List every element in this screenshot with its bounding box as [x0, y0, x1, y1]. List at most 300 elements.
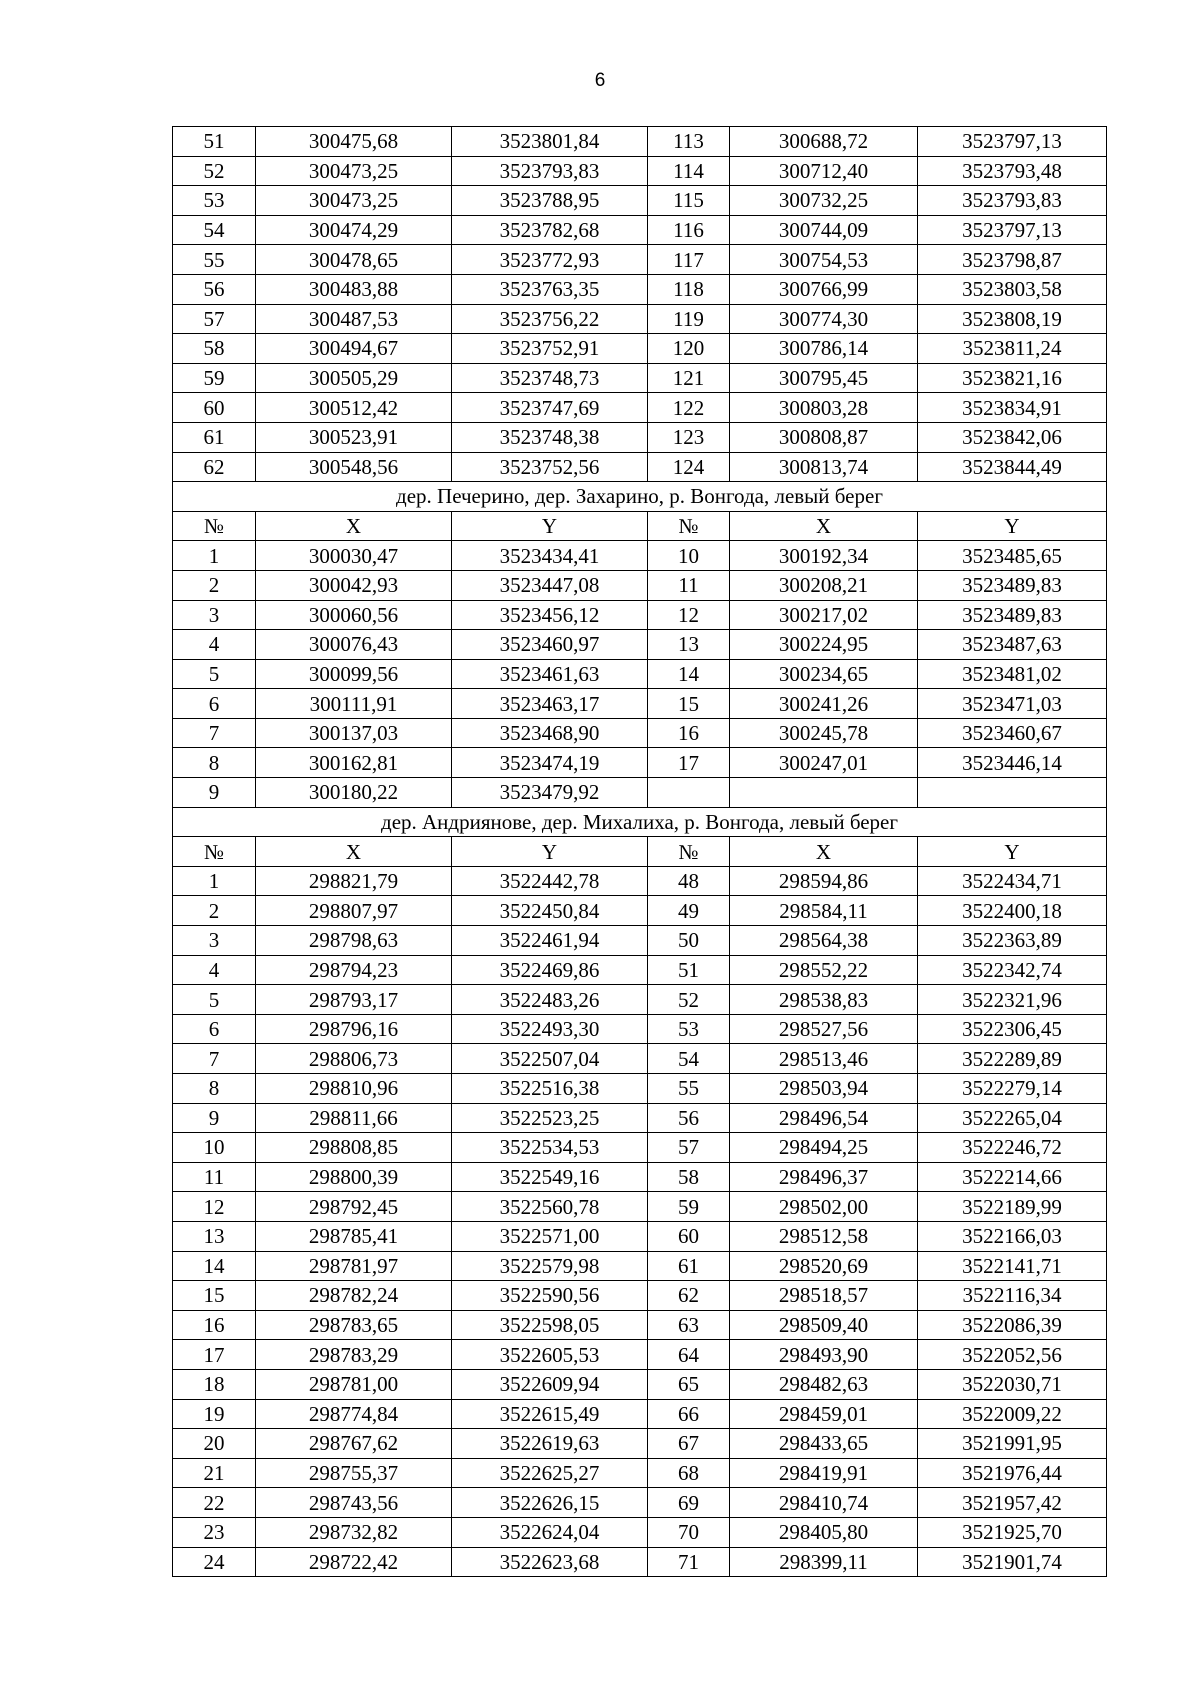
point-number-cell: 55: [173, 245, 256, 275]
x-coordinate-cell: 300523,91: [256, 422, 452, 452]
table-row: [173, 1281, 1107, 1311]
table-row: [173, 1251, 1107, 1281]
point-number-cell: 9: [173, 778, 256, 808]
y-coordinate-cell: 3523808,19: [918, 304, 1107, 334]
y-coordinate-cell: 3523479,92: [452, 778, 648, 808]
x-coordinate-cell: 300060,56: [256, 600, 452, 630]
y-coordinate-cell: 3523434,41: [452, 541, 648, 571]
point-number-cell: 67: [648, 1429, 730, 1459]
table-row: [173, 1044, 1107, 1074]
x-coordinate-cell: 298767,62: [256, 1429, 452, 1459]
point-number-cell: 69: [648, 1488, 730, 1518]
header-y-coordinate-cell: Y: [452, 511, 648, 541]
table-row: [173, 1221, 1107, 1251]
point-number-cell: 8: [173, 748, 256, 778]
point-number-cell: 15: [173, 1281, 256, 1311]
y-coordinate-cell: 3522442,78: [452, 866, 648, 896]
x-coordinate-cell: 300744,09: [730, 215, 918, 245]
point-number-cell: 13: [648, 630, 730, 660]
y-coordinate-cell: 3523460,67: [918, 718, 1107, 748]
y-coordinate-cell: 3522289,89: [918, 1044, 1107, 1074]
y-coordinate-cell: 3521991,95: [918, 1429, 1107, 1459]
x-coordinate-cell: 298512,58: [730, 1221, 918, 1251]
y-coordinate-cell: 3522534,53: [452, 1133, 648, 1163]
table-row: [173, 1310, 1107, 1340]
x-coordinate-cell: 298781,97: [256, 1251, 452, 1281]
table-row: [173, 659, 1107, 689]
x-coordinate-cell: 300483,88: [256, 274, 452, 304]
x-coordinate-cell: 298743,56: [256, 1488, 452, 1518]
y-coordinate-cell: 3523752,56: [452, 452, 648, 482]
y-coordinate-cell: 3522116,34: [918, 1281, 1107, 1311]
x-coordinate-cell: 300192,34: [730, 541, 918, 571]
y-coordinate-cell: 3522321,96: [918, 985, 1107, 1015]
x-coordinate-cell: 300217,02: [730, 600, 918, 630]
point-number-cell: 52: [173, 156, 256, 186]
table-row: [173, 1192, 1107, 1222]
point-number-cell: 56: [648, 1103, 730, 1133]
point-number-cell: 56: [173, 274, 256, 304]
x-coordinate-cell: 298794,23: [256, 955, 452, 985]
x-coordinate-cell: 298494,25: [730, 1133, 918, 1163]
y-coordinate-cell: 3522450,84: [452, 896, 648, 926]
table-row: [173, 422, 1107, 452]
point-number-cell: 12: [648, 600, 730, 630]
x-coordinate-cell: 300512,42: [256, 393, 452, 423]
point-number-cell: 24: [173, 1547, 256, 1577]
y-coordinate-cell: 3523461,63: [452, 659, 648, 689]
point-number-cell: 70: [648, 1517, 730, 1547]
y-coordinate-cell: 3523782,68: [452, 215, 648, 245]
header-x-coordinate-cell: X: [730, 511, 918, 541]
x-coordinate-cell: 300505,29: [256, 363, 452, 393]
point-number-cell: 122: [648, 393, 730, 423]
y-coordinate-cell: 3522052,56: [918, 1340, 1107, 1370]
y-coordinate-cell: 3523468,90: [452, 718, 648, 748]
y-coordinate-cell: 3522549,16: [452, 1162, 648, 1192]
y-coordinate-cell: 3522624,04: [452, 1517, 648, 1547]
point-number-cell: 64: [648, 1340, 730, 1370]
y-coordinate-cell: 3522507,04: [452, 1044, 648, 1074]
point-number-cell: 121: [648, 363, 730, 393]
point-number-cell: 1: [173, 866, 256, 896]
point-number-cell: 61: [173, 422, 256, 452]
point-number-cell: 63: [648, 1310, 730, 1340]
table-row: [173, 718, 1107, 748]
x-coordinate-cell: 300474,29: [256, 215, 452, 245]
header-point-number-cell: №: [173, 511, 256, 541]
y-coordinate-cell: 3523471,03: [918, 689, 1107, 719]
header-y-coordinate-cell: Y: [918, 511, 1107, 541]
point-number-cell: 4: [173, 630, 256, 660]
point-number-cell: 5: [173, 985, 256, 1015]
y-coordinate-cell: 3522306,45: [918, 1014, 1107, 1044]
section-title: дер. Печерино, дер. Захарино, р. Вонгода, левый берег: [173, 482, 1107, 512]
point-number-cell: 116: [648, 215, 730, 245]
y-coordinate-cell: 3523463,17: [452, 689, 648, 719]
table-row: [173, 1488, 1107, 1518]
x-coordinate-cell: 298810,96: [256, 1074, 452, 1104]
x-coordinate-cell: 298774,84: [256, 1399, 452, 1429]
point-number-cell: 2: [173, 896, 256, 926]
y-coordinate-cell: 3522342,74: [918, 955, 1107, 985]
point-number-cell: 7: [173, 718, 256, 748]
x-coordinate-cell: 300473,25: [256, 186, 452, 216]
x-coordinate-cell: 300180,22: [256, 778, 452, 808]
y-coordinate-cell: 3523748,73: [452, 363, 648, 393]
y-coordinate-cell: 3523793,83: [918, 186, 1107, 216]
x-coordinate-cell: 298783,65: [256, 1310, 452, 1340]
x-coordinate-cell: 298781,00: [256, 1369, 452, 1399]
x-coordinate-cell: 300774,30: [730, 304, 918, 334]
x-coordinate-cell: 300766,99: [730, 274, 918, 304]
table-row: [173, 1369, 1107, 1399]
point-number-cell: 60: [648, 1221, 730, 1251]
y-coordinate-cell: 3522141,71: [918, 1251, 1107, 1281]
point-number-cell: 114: [648, 156, 730, 186]
x-coordinate-cell: 298806,73: [256, 1044, 452, 1074]
point-number-cell: 54: [648, 1044, 730, 1074]
x-coordinate-cell: 300234,65: [730, 659, 918, 689]
x-coordinate-cell: 298807,97: [256, 896, 452, 926]
x-coordinate-cell: 300224,95: [730, 630, 918, 660]
point-number-cell: 20: [173, 1429, 256, 1459]
y-coordinate-cell: 3523489,83: [918, 600, 1107, 630]
point-number-cell: 11: [173, 1162, 256, 1192]
section-title-row: [173, 807, 1107, 837]
header-x-coordinate-cell: X: [730, 837, 918, 867]
point-number-cell: 6: [173, 689, 256, 719]
x-coordinate-cell: 300076,43: [256, 630, 452, 660]
table-row: [173, 955, 1107, 985]
table-row: [173, 1133, 1107, 1163]
y-coordinate-cell: 3522279,14: [918, 1074, 1107, 1104]
point-number-cell: 60: [173, 393, 256, 423]
point-number-cell: 50: [648, 926, 730, 956]
point-number-cell: 71: [648, 1547, 730, 1577]
point-number-cell: 68: [648, 1458, 730, 1488]
point-number-cell: 14: [173, 1251, 256, 1281]
point-number-cell: 57: [173, 304, 256, 334]
y-coordinate-cell: 3522571,00: [452, 1221, 648, 1251]
y-coordinate-cell: 3522523,25: [452, 1103, 648, 1133]
x-coordinate-cell: 300245,78: [730, 718, 918, 748]
point-number-cell: 117: [648, 245, 730, 275]
y-coordinate-cell: 3522030,71: [918, 1369, 1107, 1399]
x-coordinate-cell: 298513,46: [730, 1044, 918, 1074]
y-coordinate-cell: 3522189,99: [918, 1192, 1107, 1222]
table-row: [173, 1547, 1107, 1577]
point-number-cell: 12: [173, 1192, 256, 1222]
header-point-number-cell: №: [648, 511, 730, 541]
table-row: [173, 452, 1107, 482]
table-row: [173, 866, 1107, 896]
point-number-cell: 19: [173, 1399, 256, 1429]
section-title: дер. Андриянове, дер. Михалиха, р. Вонгода, левый берег: [173, 807, 1107, 837]
y-coordinate-cell: 3523460,97: [452, 630, 648, 660]
table-row: [173, 1340, 1107, 1370]
point-number-cell: 6: [173, 1014, 256, 1044]
y-coordinate-cell: 3521957,42: [918, 1488, 1107, 1518]
x-coordinate-cell: 298811,66: [256, 1103, 452, 1133]
y-coordinate-cell: 3523487,63: [918, 630, 1107, 660]
y-coordinate-cell: 3522609,94: [452, 1369, 648, 1399]
y-coordinate-cell: 3523772,93: [452, 245, 648, 275]
y-coordinate-cell: 3523821,16: [918, 363, 1107, 393]
x-coordinate-cell: 300099,56: [256, 659, 452, 689]
y-coordinate-cell: 3522461,94: [452, 926, 648, 956]
table-row: [173, 985, 1107, 1015]
y-coordinate-cell: 3522579,98: [452, 1251, 648, 1281]
y-coordinate-cell: 3523752,91: [452, 334, 648, 364]
point-number-cell: 62: [648, 1281, 730, 1311]
point-number-cell: 17: [648, 748, 730, 778]
point-number-cell: 51: [173, 127, 256, 157]
x-coordinate-cell: 300162,81: [256, 748, 452, 778]
x-coordinate-cell: 298433,65: [730, 1429, 918, 1459]
y-coordinate-cell: 3523797,13: [918, 215, 1107, 245]
section-title-row: [173, 482, 1107, 512]
x-coordinate-cell: 300111,91: [256, 689, 452, 719]
x-coordinate-cell: 298552,22: [730, 955, 918, 985]
x-coordinate-cell: 300754,53: [730, 245, 918, 275]
x-coordinate-cell: 300786,14: [730, 334, 918, 364]
point-number-cell: 120: [648, 334, 730, 364]
y-coordinate-cell: 3521976,44: [918, 1458, 1107, 1488]
x-coordinate-cell: 298502,00: [730, 1192, 918, 1222]
y-coordinate-cell: 3522166,03: [918, 1221, 1107, 1251]
x-coordinate-cell: 298793,17: [256, 985, 452, 1015]
header-y-coordinate-cell: Y: [918, 837, 1107, 867]
x-coordinate-cell: 298594,86: [730, 866, 918, 896]
x-coordinate-cell: 300475,68: [256, 127, 452, 157]
table-row: [173, 1014, 1107, 1044]
point-number-cell: [648, 778, 730, 808]
x-coordinate-cell: 298493,90: [730, 1340, 918, 1370]
y-coordinate-cell: 3523811,24: [918, 334, 1107, 364]
y-coordinate-cell: 3523797,13: [918, 127, 1107, 157]
y-coordinate-cell: 3522625,27: [452, 1458, 648, 1488]
y-coordinate-cell: 3523834,91: [918, 393, 1107, 423]
x-coordinate-cell: 300712,40: [730, 156, 918, 186]
point-number-cell: 65: [648, 1369, 730, 1399]
point-number-cell: 59: [648, 1192, 730, 1222]
header-point-number-cell: №: [173, 837, 256, 867]
point-number-cell: 13: [173, 1221, 256, 1251]
table-row: [173, 1429, 1107, 1459]
y-coordinate-cell: 3523844,49: [918, 452, 1107, 482]
y-coordinate-cell: 3523747,69: [452, 393, 648, 423]
x-coordinate-cell: 298410,74: [730, 1488, 918, 1518]
point-number-cell: 21: [173, 1458, 256, 1488]
point-number-cell: 8: [173, 1074, 256, 1104]
table-row: [173, 127, 1107, 157]
point-number-cell: 49: [648, 896, 730, 926]
x-coordinate-cell: 298496,54: [730, 1103, 918, 1133]
table-row: [173, 1162, 1107, 1192]
x-coordinate-cell: 300808,87: [730, 422, 918, 452]
point-number-cell: 9: [173, 1103, 256, 1133]
y-coordinate-cell: 3523447,08: [452, 570, 648, 600]
point-number-cell: 1: [173, 541, 256, 571]
x-coordinate-cell: 298755,37: [256, 1458, 452, 1488]
table-row: [173, 156, 1107, 186]
x-coordinate-cell: 298503,94: [730, 1074, 918, 1104]
x-coordinate-cell: 298399,11: [730, 1547, 918, 1577]
x-coordinate-cell: 300473,25: [256, 156, 452, 186]
x-coordinate-cell: 298796,16: [256, 1014, 452, 1044]
y-coordinate-cell: 3523793,83: [452, 156, 648, 186]
point-number-cell: 5: [173, 659, 256, 689]
table-row: [173, 274, 1107, 304]
y-coordinate-cell: 3523763,35: [452, 274, 648, 304]
x-coordinate-cell: 300042,93: [256, 570, 452, 600]
y-coordinate-cell: 3522560,78: [452, 1192, 648, 1222]
y-coordinate-cell: 3523798,87: [918, 245, 1107, 275]
x-coordinate-cell: [730, 778, 918, 808]
x-coordinate-cell: 298785,41: [256, 1221, 452, 1251]
point-number-cell: 119: [648, 304, 730, 334]
table-row: [173, 334, 1107, 364]
table-row: [173, 926, 1107, 956]
point-number-cell: 2: [173, 570, 256, 600]
table-row: [173, 186, 1107, 216]
y-coordinate-cell: 3521901,74: [918, 1547, 1107, 1577]
point-number-cell: 23: [173, 1517, 256, 1547]
table-row: [173, 245, 1107, 275]
point-number-cell: 7: [173, 1044, 256, 1074]
y-coordinate-cell: 3522483,26: [452, 985, 648, 1015]
x-coordinate-cell: 300478,65: [256, 245, 452, 275]
point-number-cell: 54: [173, 215, 256, 245]
y-coordinate-cell: 3522516,38: [452, 1074, 648, 1104]
y-coordinate-cell: 3522265,04: [918, 1103, 1107, 1133]
point-number-cell: 4: [173, 955, 256, 985]
y-coordinate-cell: [918, 778, 1107, 808]
x-coordinate-cell: 300795,45: [730, 363, 918, 393]
point-number-cell: 58: [173, 334, 256, 364]
point-number-cell: 57: [648, 1133, 730, 1163]
x-coordinate-cell: 300688,72: [730, 127, 918, 157]
point-number-cell: 16: [648, 718, 730, 748]
x-coordinate-cell: 300030,47: [256, 541, 452, 571]
header-x-coordinate-cell: X: [256, 511, 452, 541]
x-coordinate-cell: 298798,63: [256, 926, 452, 956]
table-row: [173, 1103, 1107, 1133]
x-coordinate-cell: 298527,56: [730, 1014, 918, 1044]
point-number-cell: 14: [648, 659, 730, 689]
x-coordinate-cell: 298538,83: [730, 985, 918, 1015]
y-coordinate-cell: 3523446,14: [918, 748, 1107, 778]
x-coordinate-cell: 300813,74: [730, 452, 918, 482]
table-row: [173, 363, 1107, 393]
y-coordinate-cell: 3522615,49: [452, 1399, 648, 1429]
point-number-cell: 124: [648, 452, 730, 482]
point-number-cell: 53: [648, 1014, 730, 1044]
table-row: [173, 393, 1107, 423]
point-number-cell: 22: [173, 1488, 256, 1518]
x-coordinate-cell: 298496,37: [730, 1162, 918, 1192]
header-y-coordinate-cell: Y: [452, 837, 648, 867]
x-coordinate-cell: 300494,67: [256, 334, 452, 364]
table-row: [173, 896, 1107, 926]
point-number-cell: 18: [173, 1369, 256, 1399]
y-coordinate-cell: 3523803,58: [918, 274, 1107, 304]
table-row: [173, 600, 1107, 630]
point-number-cell: 52: [648, 985, 730, 1015]
y-coordinate-cell: 3522619,63: [452, 1429, 648, 1459]
point-number-cell: 17: [173, 1340, 256, 1370]
y-coordinate-cell: 3521925,70: [918, 1517, 1107, 1547]
point-number-cell: 10: [648, 541, 730, 571]
y-coordinate-cell: 3523474,19: [452, 748, 648, 778]
table-row: [173, 570, 1107, 600]
y-coordinate-cell: 3522598,05: [452, 1310, 648, 1340]
table-row: [173, 689, 1107, 719]
point-number-cell: 66: [648, 1399, 730, 1429]
table-header-row: [173, 837, 1107, 867]
table-row: [173, 778, 1107, 808]
point-number-cell: 10: [173, 1133, 256, 1163]
y-coordinate-cell: 3523489,83: [918, 570, 1107, 600]
y-coordinate-cell: 3522493,30: [452, 1014, 648, 1044]
point-number-cell: 115: [648, 186, 730, 216]
x-coordinate-cell: 298520,69: [730, 1251, 918, 1281]
table-row: [173, 1517, 1107, 1547]
x-coordinate-cell: 300247,01: [730, 748, 918, 778]
x-coordinate-cell: 298722,42: [256, 1547, 452, 1577]
y-coordinate-cell: 3523481,02: [918, 659, 1107, 689]
x-coordinate-cell: 298405,80: [730, 1517, 918, 1547]
y-coordinate-cell: 3523793,48: [918, 156, 1107, 186]
x-coordinate-cell: 300241,26: [730, 689, 918, 719]
x-coordinate-cell: 300803,28: [730, 393, 918, 423]
point-number-cell: 51: [648, 955, 730, 985]
x-coordinate-cell: 298808,85: [256, 1133, 452, 1163]
x-coordinate-cell: 298584,11: [730, 896, 918, 926]
x-coordinate-cell: 298732,82: [256, 1517, 452, 1547]
page-number: 6: [594, 70, 606, 91]
y-coordinate-cell: 3522434,71: [918, 866, 1107, 896]
coordinates-table-body: [173, 127, 1107, 1577]
point-number-cell: 15: [648, 689, 730, 719]
y-coordinate-cell: 3522246,72: [918, 1133, 1107, 1163]
x-coordinate-cell: 300137,03: [256, 718, 452, 748]
y-coordinate-cell: 3523756,22: [452, 304, 648, 334]
point-number-cell: 62: [173, 452, 256, 482]
point-number-cell: 59: [173, 363, 256, 393]
x-coordinate-cell: 300732,25: [730, 186, 918, 216]
y-coordinate-cell: 3523788,95: [452, 186, 648, 216]
x-coordinate-cell: 298564,38: [730, 926, 918, 956]
point-number-cell: 55: [648, 1074, 730, 1104]
y-coordinate-cell: 3523842,06: [918, 422, 1107, 452]
y-coordinate-cell: 3523748,38: [452, 422, 648, 452]
x-coordinate-cell: 300208,21: [730, 570, 918, 600]
x-coordinate-cell: 300548,56: [256, 452, 452, 482]
x-coordinate-cell: 298482,63: [730, 1369, 918, 1399]
x-coordinate-cell: 298782,24: [256, 1281, 452, 1311]
table-row: [173, 1458, 1107, 1488]
point-number-cell: 53: [173, 186, 256, 216]
point-number-cell: 3: [173, 926, 256, 956]
table-row: [173, 1399, 1107, 1429]
coordinates-table: [172, 126, 1107, 1577]
x-coordinate-cell: 298509,40: [730, 1310, 918, 1340]
point-number-cell: 3: [173, 600, 256, 630]
point-number-cell: 16: [173, 1310, 256, 1340]
table-row: [173, 215, 1107, 245]
